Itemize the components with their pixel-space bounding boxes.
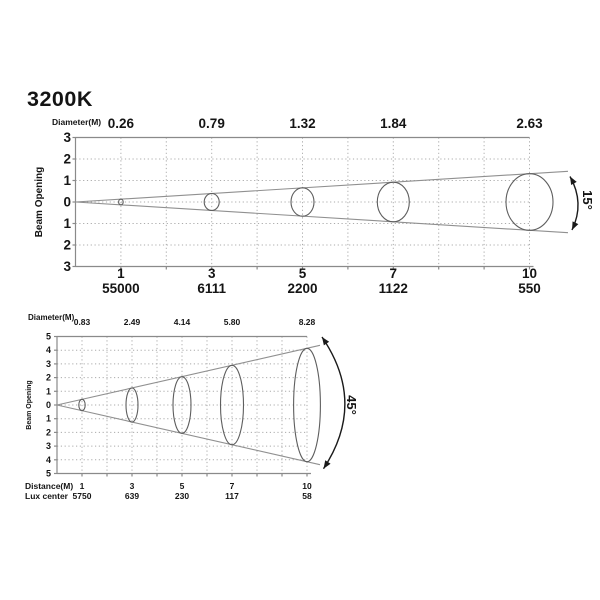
lux-row: [102, 281, 541, 296]
angle-arc: [322, 337, 345, 469]
y-axis-title: Beam Opening: [34, 166, 45, 238]
diameter-value: 0.26: [107, 116, 135, 131]
y-tick-label: 2: [45, 372, 51, 383]
beam-ellipse: [119, 199, 124, 205]
distance-value: 10: [521, 266, 538, 281]
distance-value: 7: [389, 266, 398, 281]
angle-annotation: [322, 337, 359, 469]
arrow-up-icon: [570, 177, 577, 186]
beam-ellipses: [119, 174, 553, 231]
beam-angle-label: 45°: [344, 395, 359, 415]
diameter-value: 1.32: [289, 116, 316, 131]
distance-axis-label: Distance(M): [25, 481, 74, 491]
y-tick-label: 3: [45, 358, 51, 369]
beam-cone-lower-line: [57, 405, 320, 465]
y-tick-label: 2: [45, 427, 51, 438]
distance-value: 1: [117, 266, 125, 281]
beam-cone-upper-line: [76, 171, 569, 202]
diameter-value: 1.84: [380, 116, 407, 131]
diameter-value: 4.14: [173, 317, 191, 327]
arrow-down-icon: [572, 221, 578, 230]
distance-value: 3: [207, 266, 216, 281]
lux-row: [25, 491, 312, 501]
distance-value: 5: [298, 266, 307, 281]
distance-value: 5: [179, 481, 185, 491]
y-tick-label: 4: [45, 345, 51, 356]
distance-value: 10: [302, 481, 312, 491]
diameter-row: [28, 313, 316, 327]
lux-axis-label: Lux center: [25, 491, 68, 501]
lux-value: 639: [124, 491, 140, 501]
diameter-value: 0.83: [73, 317, 91, 327]
y-tick-label: 1: [63, 216, 71, 231]
y-axis-title: Beam Opening: [26, 380, 33, 430]
angle-annotation: [570, 177, 595, 231]
page-title: 3200K: [27, 87, 93, 111]
lux-value: 117: [225, 491, 239, 501]
diameter-value: 8.28: [298, 317, 316, 327]
arrow-down-icon: [324, 460, 331, 468]
y-tick-label: 3: [63, 259, 71, 274]
lux-value: 550: [518, 281, 541, 296]
y-axis-labels: [46, 332, 51, 479]
beam-cone: [57, 345, 320, 464]
y-tick-label: 0: [63, 194, 71, 210]
y-tick-label: 1: [45, 413, 51, 424]
lux-value: 1122: [378, 281, 408, 296]
beam-chart-45deg: [0, 303, 600, 513]
lux-value: 58: [302, 491, 312, 501]
beam-chart-15deg: [0, 110, 600, 305]
distance-value: 3: [129, 481, 135, 491]
y-tick-label: 5: [45, 468, 51, 479]
y-tick-label: 0: [45, 400, 51, 410]
y-tick-label: 3: [45, 441, 51, 452]
diameter-value: 0.79: [198, 116, 225, 131]
distance-value: 7: [229, 481, 235, 491]
beam-cone-lower-line: [76, 202, 569, 233]
lux-value: 5750: [72, 491, 92, 501]
distance-row: [25, 481, 312, 491]
lux-value: 230: [174, 491, 190, 501]
beam-ellipse: [377, 182, 409, 222]
diameter-value: 5.80: [223, 317, 241, 327]
diameter-axis-label: Diameter(M): [28, 313, 75, 322]
y-tick-label: 3: [63, 130, 71, 145]
y-tick-label: 5: [45, 331, 51, 342]
lux-value: 2200: [287, 281, 318, 296]
lux-value: 55000: [102, 281, 140, 296]
gridlines: [76, 138, 530, 267]
diameter-axis-label: Diameter(M): [52, 117, 102, 127]
y-axis-labels: [63, 130, 71, 274]
beam-angle-label: 15°: [580, 190, 595, 210]
y-tick-label: 1: [63, 173, 71, 188]
beam-ellipse: [291, 188, 314, 216]
y-tick-label: 1: [45, 386, 51, 397]
beam-cone-upper-line: [57, 345, 320, 405]
diameter-value: 2.63: [516, 116, 543, 131]
diameter-row: [52, 116, 543, 131]
y-tick-label: 2: [63, 237, 71, 253]
y-tick-label: 4: [45, 454, 51, 465]
y-tick-label: 2: [63, 151, 71, 167]
distance-row: [117, 266, 537, 281]
diameter-value: 2.49: [123, 317, 141, 327]
distance-value: 1: [79, 481, 85, 491]
arrow-up-icon: [322, 337, 329, 345]
lux-value: 6111: [197, 281, 226, 296]
